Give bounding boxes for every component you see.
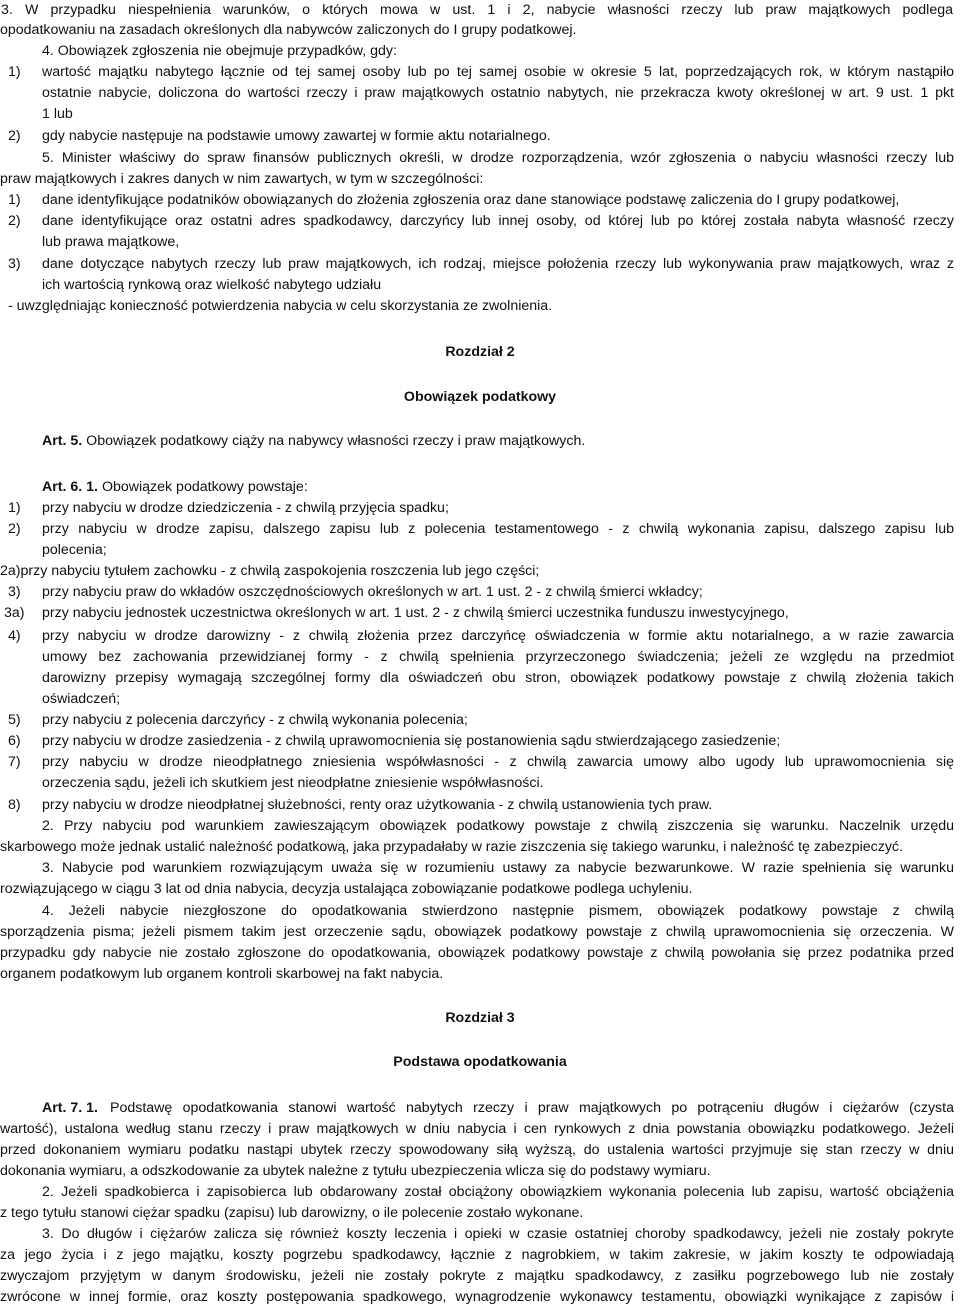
art6-item1-line1: przy nabyciu w drodze dziedziczenia - z chwilą przyjęcia spadku; — [42, 500, 449, 516]
art6-item2-line1: przy nabyciu w drodze zapisu, dalszego zapisu lub z polecenia testamentowego - z chwilą wykonania zapisu, dalszego zapisu lub — [42, 521, 954, 537]
para5-item2-number: 2) — [8, 213, 21, 229]
para5-item3-line1: dane dotyczące nabytych rzeczy lub praw majątkowych, ich rodzaj, miejsce położenia rzeczy lub wykonywania praw majątkowych, wraz z — [42, 256, 954, 272]
art6-section3-line1: 3. Nabycie pod warunkiem rozwiązującym uważa się w rozumieniu ustawy za nabycie bezwarunkowe. W razie spełnienia się warunku — [42, 860, 954, 876]
chapter2-title: Obowiązek podatkowy — [403, 389, 557, 405]
art7-section3-line3: zwyczajom przyjętym w danym środowisku, jeżeli nie zostały pokryte z majątku spadkodawcy, z zasiłku pogrzebowego lub nie zostały — [0, 1268, 954, 1284]
art7-section3-line2: za jego życia i z jego majątku, koszty pogrzebu spadkodawcy, łącznie z nagrobkiem, w takim zakresie, w jakim koszty te odpowiadają — [0, 1247, 954, 1263]
art7-section2-line1: 2. Jeżeli spadkobierca i zapisobierca lub obdarowany został obciążony obowiązkiem wykonania polecenia lub zapisu, wartość obciążenia — [42, 1184, 954, 1200]
para5-line1: 5. Minister właściwy do spraw finansów publicznych określi, w drodze rozporządzenia, wzór zgłoszenia o nabyciu własności rzeczy lub — [42, 150, 954, 166]
art6-item7-number: 7) — [8, 754, 21, 770]
art6-item2-line2: polecenia; — [42, 542, 107, 558]
art6-section2-line2: skarbowego może jednak ustalić należność podatkową, jaka przypadałaby w razie ziszczenia się takiego warunku, i należność tę zabezpieczyć. — [0, 839, 903, 855]
para3-line1: 3. W przypadku niespełnienia warunków, o których mowa w ust. 1 i 2, nabycie własności rzeczy lub praw majątkowych podlega — [1, 2, 953, 18]
art6-section4-line2: sporządzenia pisma; jeżeli pismem takim jest orzeczenie sądu, obowiązek podatkowy powstaje z chwilą uprawomocnienia się orzeczenia. W — [0, 924, 954, 940]
para5-item2-line1: dane identyfikujące oraz ostatni adres spadkodawcy, darczyńcy lub innej osoby, od której lub po której została nabyta własność rzeczy — [42, 213, 954, 229]
art5 — [42, 431, 585, 452]
art7-label: Art. 7. 1. — [42, 1100, 98, 1116]
art6-item8-line1: przy nabyciu w drodze nieodpłatnej służebności, renty oraz użytkowania - z chwilą ustanowienia tych praw. — [42, 797, 713, 813]
art6-section2-line1: 2. Przy nabyciu pod warunkiem zawieszającym obowiązek podatkowy powstaje z chwilą ziszczenia się warunku. Naczelnik urzędu — [42, 818, 954, 834]
art6-item4-line3: darowizny przepisy wymagają szczególnej formy dla oświadczeń obu stron, obowiązek podatkowy powstaje z chwilą złożenia takich — [42, 670, 954, 686]
art7-section2-line2: z tego tytułu stanowi ciężar spadku (zapisu) lub darowizny, o ile polecenie zostało wykonane. — [0, 1205, 584, 1221]
art6-item8-number: 8) — [8, 797, 21, 813]
para5-item1-line1: dane identyfikujące podatników obowiązanych do złożenia zgłoszenia oraz dane stanowiące podstawę zaliczenia do I grupy podatkowej, — [42, 192, 900, 208]
para4-item1-line1: wartość majątku nabytego łącznie od tej samej osoby lub po tej samej osobie w okresie 5 lat, poprzedzających rok, w którym nastąpiło — [42, 64, 954, 80]
art7-section3-line4: zwrócone w innej formie, oraz koszty postępowania spadkowego, wynagrodzenie wykonawcy testamentu, obowiązki wynikające z zapisów i — [0, 1289, 954, 1305]
art6-item7-line1: przy nabyciu w drodze nieodpłatnego zniesienia współwłasności - z chwilą zawarcia umowy albo ugody lub uprawomocnienia się — [42, 754, 954, 770]
chapter2-label: Rozdział 2 — [445, 344, 515, 360]
para5-closing: - uwzględniając konieczność potwierdzenia nabycia w celu skorzystania ze zwolnienia. — [8, 298, 553, 314]
para5-item3-line2: ich wartością rynkową oraz wielkość nabytego udziału — [42, 277, 382, 293]
art6-label: Art. 6. 1. — [42, 479, 98, 495]
art6-item1-number: 1) — [8, 500, 21, 516]
art6-item4-line4: oświadczeń; — [42, 691, 121, 707]
para4-item2-line1: gdy nabycie następuje na podstawie umowy zawartej w formie aktu notarialnego. — [42, 128, 551, 144]
art6-item6-number: 6) — [8, 733, 21, 749]
art6-item6-line1: przy nabyciu w drodze zasiedzenia - z chwilą uprawomocnienia się postanowienia sądu stwierdzającego zasiedzenie; — [42, 733, 781, 749]
para4-item1-line3: 1 lub — [42, 106, 73, 122]
art6-item5-line1: przy nabyciu z polecenia darczyńcy - z chwilą wykonania polecenia; — [42, 712, 468, 728]
para4-intro: 4. Obowiązek zgłoszenia nie obejmuje przypadków, gdy: — [42, 43, 397, 59]
art5-text: Obowiązek podatkowy ciąży na nabywcy własności rzeczy i praw majątkowych. — [86, 433, 586, 449]
art6-item3a-line1: przy nabyciu jednostek uczestnictwa określonych w art. 1 ust. 2 - z chwilą śmierci uczestnika funduszu inwestycyjnego, — [42, 605, 789, 621]
art6-item2-number: 2) — [8, 521, 21, 537]
art6-section3-line2: rozwiązującego w ciągu 3 lat od dnia nabycia, decyzja ustalająca zobowiązanie podatkowe podlega uchyleniu. — [0, 881, 693, 897]
para5-item3-number: 3) — [8, 256, 21, 272]
art7-line3: przed dokonaniem wymiaru podatku nastąpi ubytek rzeczy spowodowany siłą wyższą, do ustalenia wartości przyjmuje się stan rzeczy w dniu — [0, 1142, 954, 1158]
para4-item1-line2: ostatnie nabycie, doliczona do wartości rzeczy i praw majątkowych ostatnio nabytych, nie przekracza kwoty określonej w art. 9 ust. 1 pkt — [42, 85, 954, 101]
art7-line2: wartość), ustalona według stanu rzeczy i praw majątkowych w dniu nabycia i cen rynkowych z dnia powstania obowiązku podatkowego. Jeżeli — [0, 1121, 954, 1137]
chapter3-label: Rozdział 3 — [445, 1010, 515, 1026]
art6-item4-line1: przy nabyciu w drodze darowizny - z chwilą złożenia przez darczyńcę oświadczenia w formie aktu notarialnego, a w razie zawarcia — [42, 628, 954, 644]
para3-line2: opodatkowaniu na zasadach określonych dla nabywców zaliczonych do I grupy podatkowej. — [0, 22, 577, 38]
para4-item2-number: 2) — [8, 128, 21, 144]
para4-item1-number: 1) — [8, 64, 21, 80]
art7-line4: dokonania wymiaru, a odszkodowanie za ubytek należne z tytułu ubezpieczenia wlicza się do podstawy wymiaru. — [0, 1163, 711, 1179]
art6-item2a: 2a)przy nabyciu tytułem zachowku - z chwilą zaspokojenia roszczenia lub jego części; — [0, 563, 540, 579]
art6-item7-line2: orzeczenia sądu, jeżeli ich skutkiem jest nieodpłatne zniesienie współwłasności. — [42, 775, 544, 791]
art6-item5-number: 5) — [8, 712, 21, 728]
art6-section4-line3: przypadku gdy nabycie nie zostało zgłoszone do opodatkowania, obowiązek podatkowy powstaje z chwilą powołania się przez podatnika przed — [0, 945, 954, 961]
art6-item4-line2: umowy bez zachowania przewidzianej formy - z chwilą spełnienia przyrzeczonego świadczenia; jeżeli ze względu na przedmiot — [42, 649, 954, 665]
art6-heading — [42, 477, 308, 498]
art6-item3-line1: przy nabyciu praw do wkładów oszczędnościowych określonych w art. 1 ust. 2 - z chwilą śmierci wkładcy; — [42, 584, 703, 600]
art6-item4-number: 4) — [8, 628, 21, 644]
chapter3-title: Podstawa opodatkowania — [393, 1054, 567, 1070]
art6-section4-line1: 4. Jeżeli nabycie niezgłoszone do opodatkowania stwierdzono następnie pismem, obowiązek podatkowy powstaje z chwilą — [42, 903, 954, 919]
art6-item3a-number: 3a) — [4, 605, 25, 621]
para5-line2: praw majątkowych i zakres danych w nim zawartych, w tym w szczególności: — [0, 171, 484, 187]
art6-item3-number: 3) — [8, 584, 21, 600]
art5-label: Art. 5. — [42, 433, 83, 449]
art7-line1: Podstawę opodatkowania stanowi wartość nabytych rzeczy i praw majątkowych po potrąceniu długów i ciężarów (czysta — [110, 1100, 954, 1116]
art7-section3-line1: 3. Do długów i ciężarów zalicza się również koszty leczenia i opieki w czasie ostatniej choroby spadkodawcy, jeżeli nie zostały pokryte — [42, 1226, 954, 1242]
art6-section4-line4: organem podatkowym lub organem kontroli skarbowej na fakt nabycia. — [0, 966, 444, 982]
para5-item1-number: 1) — [8, 192, 21, 208]
para5-item2-line2: lub prawa majątkowe, — [42, 234, 180, 250]
art6-intro: Obowiązek podatkowy powstaje: — [101, 479, 308, 495]
